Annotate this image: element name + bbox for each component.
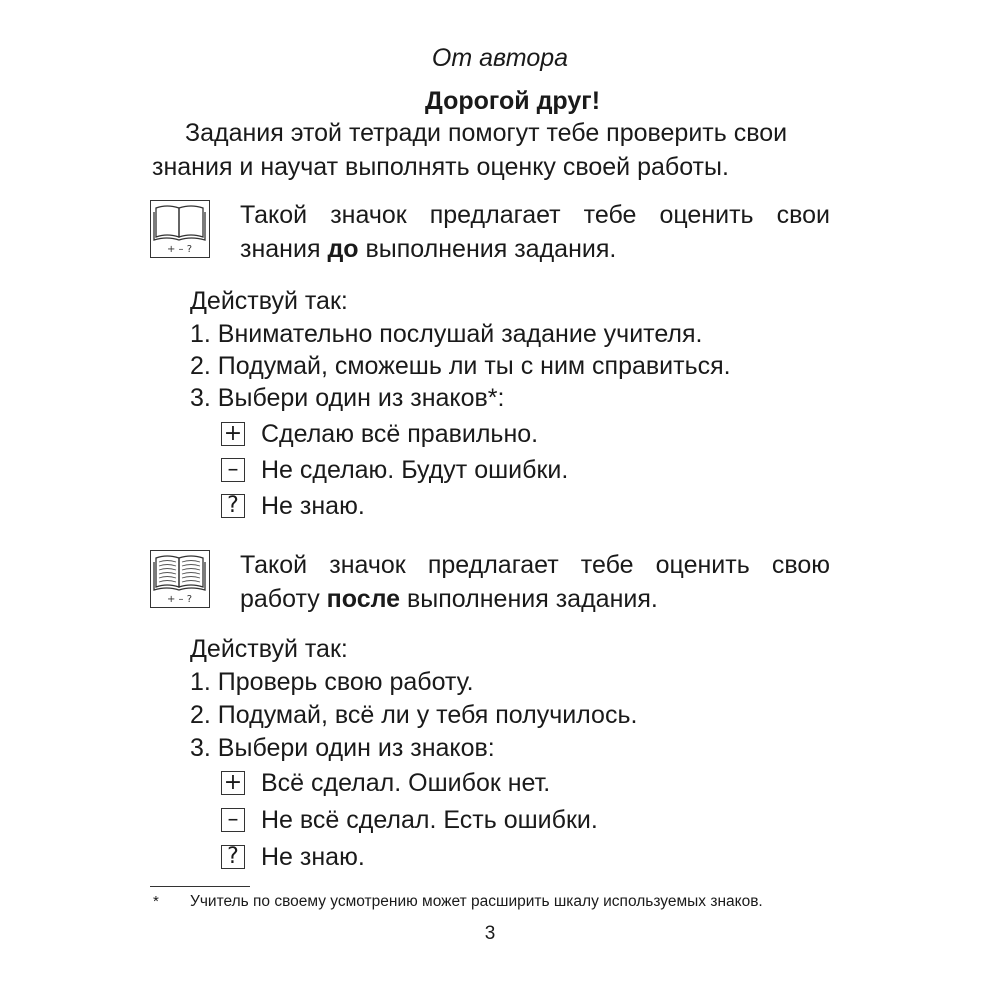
icon-caption: + – ?: [166, 244, 193, 255]
before-act-title: Действуй так:: [190, 287, 348, 315]
after-desc-line-1: Такой значок предлагает тебе оценить свою: [240, 551, 830, 579]
question-sign-box: ?: [221, 494, 245, 518]
before-desc-post: выполнения задания.: [358, 235, 617, 263]
greeting-heading: Дорогой друг!: [424, 87, 601, 115]
plus-sign-box: +: [221, 771, 245, 795]
before-desc-bold: до: [327, 235, 359, 263]
intro-line-1: Задания этой тетради помогут тебе проверить свои: [185, 119, 788, 147]
before-sign-question-text: Не знаю.: [261, 492, 365, 520]
after-desc-bold: после: [326, 585, 401, 613]
before-desc-line-1: Такой значок предлагает тебе оценить свои: [240, 201, 830, 229]
question-sign-box: ?: [221, 845, 245, 869]
after-description: [240, 548, 830, 616]
open-book-with-text-icon: [150, 550, 210, 608]
intro-paragraph: [152, 116, 832, 184]
after-step-3: 3. Выбери один из знаков:: [190, 734, 495, 762]
before-sign-minus-text: Не сделаю. Будут ошибки.: [261, 456, 569, 484]
after-step-2: 2. Подумай, всё ли у тебя получилось.: [190, 701, 638, 729]
before-desc-pre: знания: [240, 235, 328, 263]
page-number: 3: [484, 923, 496, 944]
after-desc-post: выполнения задания.: [400, 585, 658, 613]
icon-caption: + – ?: [166, 594, 193, 605]
before-description: [240, 198, 830, 266]
footnote-divider: [150, 886, 250, 887]
footnote-mark: *: [153, 893, 159, 910]
minus-sign-box: –: [221, 458, 245, 482]
after-desc-pre: работу: [240, 585, 327, 613]
after-sign-minus-text: Не всё сделал. Есть ошибки.: [261, 806, 598, 834]
before-step-3: 3. Выбери один из знаков*:: [190, 384, 505, 412]
before-step-2: 2. Подумай, сможешь ли ты с ним справиться.: [190, 352, 731, 380]
after-sign-plus-text: Всё сделал. Ошибок нет.: [261, 769, 551, 797]
plus-sign-box: +: [221, 422, 245, 446]
after-act-title: Действуй так:: [190, 635, 348, 663]
minus-sign-box: –: [221, 808, 245, 832]
before-step-1: 1. Внимательно послушай задание учителя.: [190, 320, 703, 348]
before-sign-plus-text: Сделаю всё правильно.: [261, 420, 539, 448]
footnote-text: Учитель по своему усмотрению может расширить шкалу используемых знаков.: [190, 893, 763, 910]
after-step-1: 1. Проверь свою работу.: [190, 668, 474, 696]
section-title: От автора: [431, 44, 569, 72]
intro-line-2: знания и научат выполнять оценку своей работы.: [152, 153, 729, 181]
after-sign-question-text: Не знаю.: [261, 843, 365, 871]
open-book-icon: [150, 200, 210, 258]
